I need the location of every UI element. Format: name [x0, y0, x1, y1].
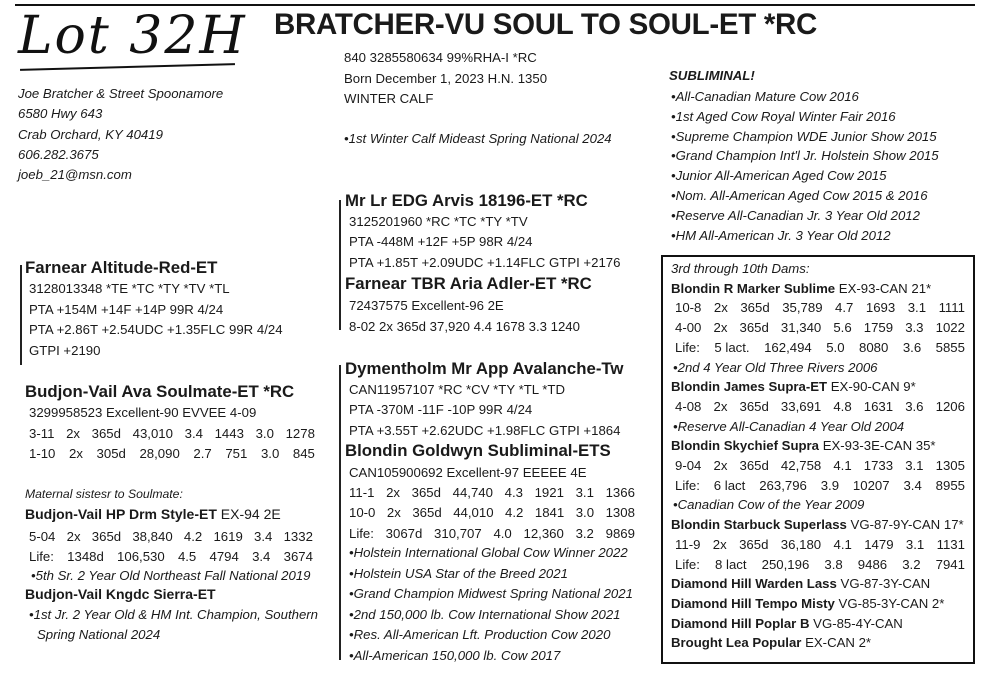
rec-cell: 4.7: [835, 300, 854, 316]
rec-cell: 1921: [534, 485, 564, 500]
rec-cell: 3067d: [385, 525, 423, 541]
dam-entry-name: Blondin Skychief Supra: [671, 438, 820, 454]
dam-dam-sire-details: [349, 380, 620, 441]
rec-cell: 365d: [411, 485, 441, 500]
rec-cell: 4.1: [833, 458, 852, 474]
dam-entry-life: [671, 476, 965, 496]
subliminal-award: •Junior All-American Aged Cow 2015: [671, 168, 887, 184]
rec-cell: Life:: [675, 477, 700, 493]
rec-cell: 365d: [739, 398, 769, 414]
rec-cell: 4-00: [675, 320, 702, 336]
sister1-records: [29, 527, 313, 566]
rec-cell: 365d: [739, 458, 769, 474]
dam-reg: 3299958523 Excellent-90 EVVEE 4-09: [29, 405, 257, 420]
rec-cell: 4.3: [504, 485, 523, 500]
rec-cell: 2x: [66, 426, 80, 441]
animal-born: Born December 1, 2023 H.N. 1350: [344, 70, 548, 86]
rec-cell: 1366: [605, 485, 635, 500]
rec-cell: 3.1: [905, 536, 925, 552]
animal-reg: 840 3285580634 99%RHA-I *RC: [344, 50, 537, 65]
subliminal-award: •All-Canadian Mature Cow 2016: [671, 89, 859, 104]
dam-entry-score: EX-93-3E-CAN 35*: [819, 438, 936, 454]
rec-cell: 44,740: [452, 485, 493, 500]
granddam-award: •Res. All-American Lft. Production Cow 2020: [349, 627, 611, 643]
sister2-award-1: •1st Jr. 2 Year Old & HM Int. Champion, Southern: [29, 607, 319, 622]
dam-entry-5: [671, 574, 965, 594]
rec-cell: 1479: [864, 536, 894, 552]
rec-cell: 3.6: [905, 398, 924, 414]
rec-cell: 3.1: [905, 458, 924, 474]
rec-cell: 43,010: [132, 426, 173, 441]
rec-cell: 9869: [605, 525, 635, 541]
rec-cell: 7941: [935, 556, 965, 572]
dam-entry-score: EX-93-CAN 21*: [835, 280, 932, 296]
dams-box-heading: 3rd through 10th Dams:: [671, 261, 810, 276]
granddam-name: Blondin Goldwyn Subliminal-ETS: [345, 441, 611, 460]
dam-entry-record: [671, 456, 965, 476]
rec-cell: 1305: [935, 458, 965, 474]
rec-cell: 2.7: [193, 445, 212, 461]
rec-cell: 5.6: [833, 320, 852, 336]
granddam-award: •Holstein International Global Cow Winner 2022: [349, 545, 628, 560]
rec-cell: 36,180: [780, 536, 822, 552]
rec-cell: 3.4: [252, 548, 271, 564]
sire-bar: [339, 200, 341, 330]
animal-award: •1st Winter Calf Mideast Spring National 2024: [344, 131, 612, 146]
rec-cell: 1308: [605, 505, 635, 521]
rec-cell: 1332: [283, 529, 313, 544]
rec-cell: 1631: [863, 398, 894, 414]
animal-title: BRATCHER-VU SOUL TO SOUL-ET *RC: [274, 8, 818, 41]
dam-dam-sire-name: Dymentholm Mr App Avalanche-Tw: [345, 359, 624, 378]
subliminal-award: •Nom. All-American Aged Cow 2015 & 2016: [671, 187, 928, 203]
rec-cell: 1206: [935, 398, 965, 414]
dam-sire-pta2: PTA +2.86T +2.54UDC +1.35FLC 99R 4/24: [29, 322, 283, 337]
rec-cell: 3.1: [575, 485, 594, 500]
rec-cell: 4.5: [177, 548, 197, 564]
dam-entry-score: VG-85-4Y-CAN: [809, 615, 903, 631]
dam-entry-name: Blondin James Supra-ET: [671, 379, 828, 395]
rec-cell: 1733: [863, 458, 894, 474]
rec-cell: Life:: [675, 556, 700, 572]
dam-entry-4: [671, 515, 965, 535]
rec-cell: 9-04: [675, 458, 702, 474]
rec-cell: 365d: [91, 426, 121, 441]
rec-cell: Life:: [29, 548, 54, 564]
sire-reg: 3125201960 *RC *TC *TY *TV: [349, 214, 528, 229]
dam-entry-score: EX-CAN 2*: [801, 635, 872, 651]
rec-cell: 44,010: [453, 505, 494, 521]
rec-cell: 305d: [96, 445, 126, 461]
owner-address2: Crab Orchard, KY 40419: [18, 126, 163, 142]
rec-cell: 1759: [863, 320, 894, 336]
dam-entry-score: VG-87-3Y-CAN: [836, 576, 931, 592]
rec-cell: 263,796: [759, 477, 807, 493]
subliminal-award: •1st Aged Cow Royal Winter Fair 2016: [671, 108, 896, 124]
dam-sire-name: Farnear Altitude-Red-ET: [25, 258, 218, 277]
dam-entry-name: Brought Lea Popular: [671, 635, 802, 651]
rec-cell: 250,196: [761, 556, 810, 572]
subliminal-award: •Reserve All-Canadian Jr. 3 Year Old 2012: [671, 207, 920, 223]
dam-entry-name: Diamond Hill Poplar B: [671, 615, 810, 631]
dam-record-row: [29, 444, 315, 464]
granddam-record-row: [349, 503, 635, 523]
rec-cell: 3-11: [29, 426, 55, 441]
rec-cell: 31,340: [780, 320, 822, 336]
dam-entry-name: Diamond Hill Tempo Misty: [671, 595, 835, 611]
rec-cell: 38,840: [132, 529, 173, 544]
rec-cell: 3.0: [260, 445, 280, 461]
sister1-award: •5th Sr. 2 Year Old Northeast Fall National 2019: [31, 568, 311, 583]
rec-cell: 1-10: [29, 445, 56, 461]
rec-cell: 1619: [213, 529, 243, 544]
owner-name: Joe Bratcher & Street Spoonamore: [18, 86, 224, 101]
rec-cell: 2x: [713, 320, 728, 336]
granddam-award: •2nd 150,000 lb. Cow International Show 2021: [349, 606, 621, 622]
rec-cell: 3.4: [903, 477, 922, 493]
dam-dam-sire-reg: CAN11957107 *RC *CV *TY *TL *TD: [349, 382, 565, 397]
rec-cell: 5855: [935, 339, 965, 355]
sister2-award-2: Spring National 2024: [37, 627, 161, 642]
rec-cell: 5 lact.: [714, 339, 750, 355]
dam-entry-award: •2nd 4 Year Old Three Rivers 2006: [673, 359, 878, 375]
owner-block: [18, 84, 223, 185]
rec-cell: 8080: [859, 339, 889, 355]
sire-pta2: PTA +1.85T +2.09UDC +1.14FLC GTPI +2176: [349, 254, 621, 270]
rec-cell: 3.2: [902, 556, 921, 572]
dam-records: [29, 424, 315, 463]
subliminal-award: •Supreme Champion WDE Junior Show 2015: [671, 128, 937, 144]
dam-dam-sire-pta1: PTA -370M -11F -10P 99R 4/24: [349, 402, 533, 418]
rec-cell: 12,360: [523, 525, 564, 541]
rec-cell: 6 lact: [713, 477, 746, 493]
sire-dam-name: Farnear TBR Aria Adler-ET *RC: [345, 274, 592, 293]
rec-cell: 35,789: [782, 300, 823, 316]
dam-sire-pta1: PTA +154M +14F +14P 99R 4/24: [29, 301, 224, 317]
lot-number: Lot 32H: [18, 6, 247, 66]
rec-cell: 1022: [935, 320, 965, 336]
rec-cell: 5.0: [826, 339, 845, 355]
rec-cell: 10-8: [675, 300, 702, 316]
granddam-life-row: [349, 524, 635, 544]
rec-cell: 8 lact: [715, 556, 747, 572]
dam-entry-name: Diamond Hill Warden Lass: [671, 576, 837, 592]
rec-cell: 3674: [283, 548, 313, 564]
rec-cell: 2x: [713, 300, 728, 316]
granddam-award: •All-American 150,000 lb. Cow 2017: [349, 647, 561, 663]
sire-name: Mr Lr EDG Arvis 18196-ET *RC: [345, 191, 588, 210]
dam-entry-score: VG-87-9Y-CAN 17*: [846, 517, 964, 533]
animal-class: WINTER CALF: [344, 91, 434, 106]
sire-dam-record: 8-02 2x 365d 37,920 4.4 1678 3.3 1240: [349, 319, 580, 334]
owner-email: joeb_21@msn.com: [18, 167, 132, 183]
dam-entry-7: [671, 614, 965, 634]
granddam-awards: [349, 543, 633, 667]
rec-cell: 2x: [66, 529, 81, 544]
dam-entry-award: •Reserve All-Canadian 4 Year Old 2004: [673, 418, 905, 434]
owner-phone: 606.282.3675: [18, 146, 99, 162]
rec-cell: 11-9: [675, 536, 701, 552]
dam-entry-record: [671, 318, 965, 338]
subliminal-awards: [671, 87, 939, 245]
rec-cell: 1111: [938, 300, 965, 316]
rec-cell: 365d: [739, 320, 769, 336]
rec-cell: 10207: [852, 477, 890, 493]
sire-dam-details: [349, 295, 580, 337]
dam-entry-score: EX-90-CAN 9*: [827, 379, 916, 395]
rec-cell: 1348d: [67, 548, 104, 564]
rec-cell: 3.9: [820, 477, 840, 493]
sister1-life-row: [29, 547, 313, 567]
dam-entry-award: •Canadian Cow of the Year 2009: [673, 497, 865, 513]
animal-info: [344, 48, 547, 110]
dam-entry-record: [671, 397, 965, 417]
rec-cell: 3.3: [905, 320, 924, 336]
rec-cell: 10-0: [349, 505, 376, 521]
rec-cell: 4.2: [183, 529, 203, 544]
subliminal-heading: SUBLIMINAL!: [669, 68, 755, 83]
rec-cell: 751: [225, 445, 248, 461]
dam-entry-record: [671, 535, 965, 555]
rec-cell: 3.4: [184, 426, 203, 441]
dam-entry-life: [671, 555, 965, 575]
rec-cell: 4794: [209, 548, 239, 564]
granddam-reg: CAN105900692 Excellent-97 EEEEE 4E: [349, 465, 587, 480]
rec-cell: 3.8: [824, 556, 843, 572]
dam-entry-1: [671, 279, 965, 299]
rec-cell: 4.2: [505, 505, 524, 521]
granddam-records: [349, 483, 635, 544]
dam-entry-3: [671, 436, 965, 456]
sister2-name: Budjon-Vail Kngdc Sierra-ET: [25, 586, 216, 602]
sister1-record-row: [29, 527, 313, 547]
rec-cell: 2x: [713, 398, 728, 414]
rec-cell: 365d: [91, 529, 122, 544]
rec-cell: 2x: [386, 485, 400, 500]
rec-cell: 42,758: [780, 458, 822, 474]
rec-cell: 1278: [285, 426, 315, 441]
rec-cell: 1131: [936, 536, 965, 552]
dam-entry-8: [671, 633, 965, 653]
dams-box: [661, 255, 975, 664]
rec-cell: 3.0: [575, 505, 595, 521]
rec-cell: 4.8: [833, 398, 852, 414]
rec-cell: 1693: [865, 300, 896, 316]
dam-record-row: [29, 424, 315, 444]
sire-dam-reg: 72437575 Excellent-96 2E: [349, 298, 504, 313]
dam-sire-reg: 3128013348 *TE *TC *TY *TV *TL: [29, 281, 230, 296]
rec-cell: Life:: [349, 525, 374, 541]
granddam-award: •Grand Champion Midwest Spring National 2021: [349, 586, 633, 602]
dam-entry-life: [671, 338, 965, 358]
rec-cell: 2x: [712, 536, 727, 552]
rec-cell: 365d: [739, 536, 769, 552]
rec-cell: 3.1: [907, 300, 927, 316]
rec-cell: 4-08: [675, 398, 702, 414]
dams-box-content: [671, 259, 965, 653]
rec-cell: 3.6: [902, 339, 922, 355]
dam-entry-6: [671, 594, 965, 614]
granddam-award: •Holstein USA Star of the Breed 2021: [349, 565, 568, 581]
rec-cell: 4.1: [833, 536, 852, 552]
rec-cell: 8955: [935, 477, 965, 493]
rec-cell: 1443: [214, 426, 244, 441]
rec-cell: 845: [292, 445, 315, 461]
rec-cell: 2x: [69, 445, 83, 461]
rec-cell: 1841: [534, 505, 565, 521]
rec-cell: 11-1: [349, 485, 375, 500]
sister2-awards: [29, 605, 318, 645]
owner-address1: 6580 Hwy 643: [18, 106, 103, 122]
rec-cell: 365d: [412, 505, 442, 521]
rec-cell: 28,090: [139, 445, 180, 461]
maternal-sisters-label: Maternal sistesr to Soulmate:: [25, 487, 183, 501]
dam-dam-sire-pta2: PTA +3.55T +2.62UDC +1.98FLC GTPI +1864: [349, 422, 621, 438]
subliminal-award: •HM All-American Jr. 3 Year Old 2012: [671, 227, 891, 243]
rec-cell: 9486: [857, 556, 888, 572]
sister1-score: EX-94 2E: [216, 506, 281, 522]
dam-sire-details: [29, 279, 283, 361]
dam-sire-bar: [20, 265, 22, 365]
rec-cell: 2x: [713, 458, 728, 474]
granddam-record-row: [349, 483, 635, 503]
dam-sire-gtpi: GTPI +2190: [29, 342, 101, 358]
rec-cell: 4.0: [493, 525, 512, 541]
rec-cell: 3.2: [575, 525, 594, 541]
rec-cell: 2x: [386, 505, 401, 521]
dam-entry-name: Blondin Starbuck Superlass: [671, 517, 847, 533]
subliminal-award: •Grand Champion Int'l Jr. Holstein Show 2015: [671, 148, 939, 164]
sire-details: [349, 212, 620, 273]
dam-entry-score: VG-85-3Y-CAN 2*: [834, 595, 945, 611]
dam-name: Budjon-Vail Ava Soulmate-ET *RC: [25, 382, 295, 401]
sire-pta1: PTA -448M +12F +5P 98R 4/24: [349, 234, 533, 250]
rec-cell: 5-04: [29, 529, 56, 544]
rec-cell: 3.4: [254, 529, 273, 544]
rec-cell: 310,707: [434, 525, 482, 541]
sister1-name: Budjon-Vail HP Drm Style-ET: [25, 506, 217, 522]
dam-entry-2: [671, 377, 965, 397]
rec-cell: 106,530: [117, 548, 165, 564]
rec-cell: 33,691: [780, 398, 822, 414]
rec-cell: 365d: [740, 300, 770, 316]
rec-cell: 162,494: [764, 339, 812, 355]
dam-dam-sire-bar: [339, 365, 341, 660]
rec-cell: 3.0: [255, 426, 274, 441]
sister1-heading: [25, 506, 281, 522]
dam-entry-record: [671, 298, 965, 318]
dam-entry-name: Blondin R Marker Sublime: [671, 280, 836, 296]
rec-cell: Life:: [675, 339, 700, 355]
